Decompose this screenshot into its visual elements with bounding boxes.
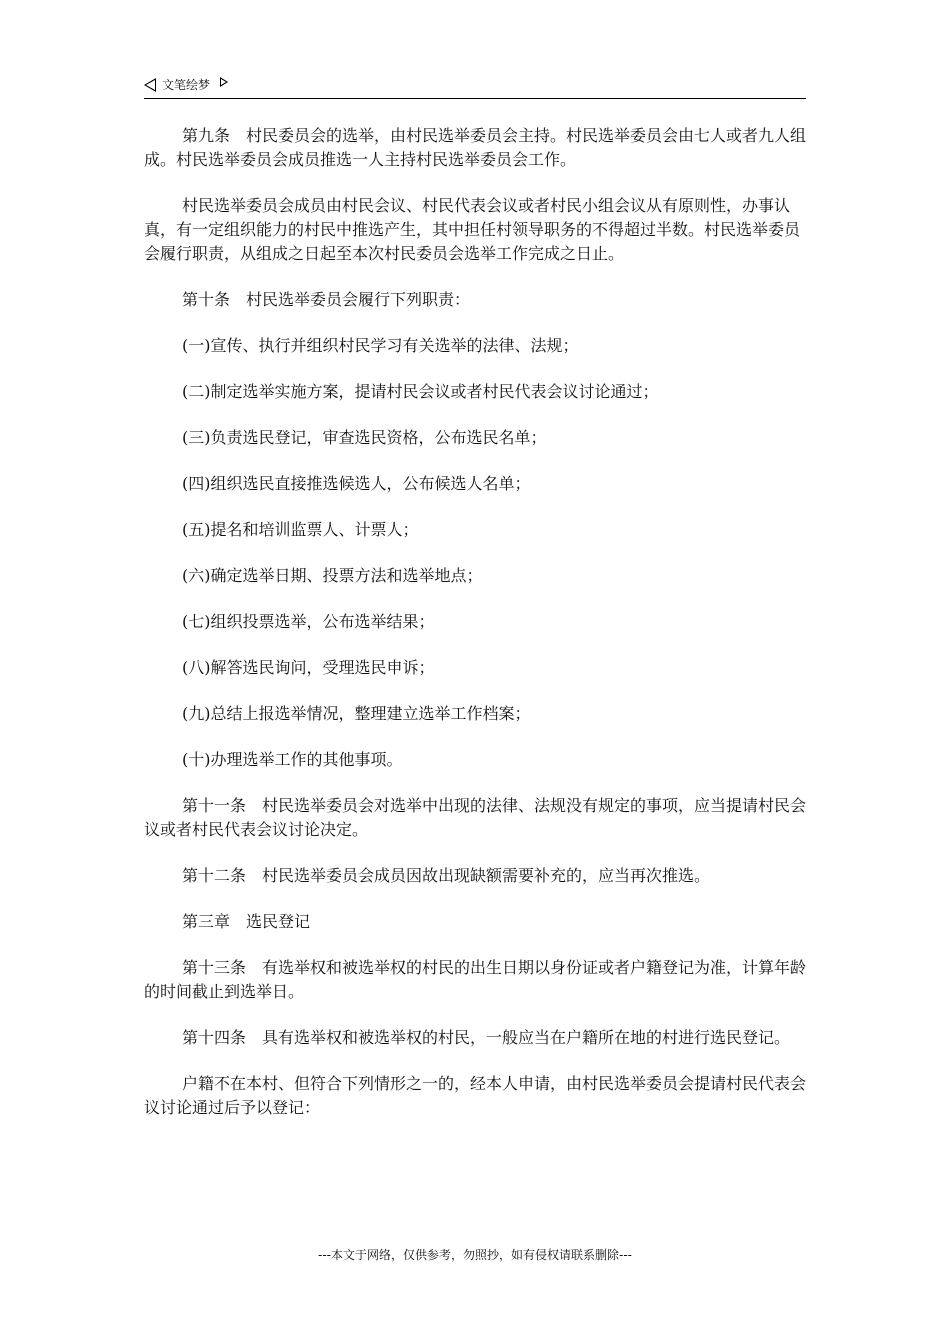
list-item: (十)办理选举工作的其他事项。 [182,750,403,769]
footer-notice: ---本文于网络，仅供参考，勿照抄，如有侵权请联系删除--- [318,1248,632,1262]
left-triangle-icon [144,78,156,92]
list-item: (七)组织投票选举，公布选举结果； [182,612,435,631]
brand-name: 文笔绘梦 [162,78,211,92]
list-item: (四)组织选民直接推选候选人，公布候选人名单； [182,474,531,493]
paragraph: 户籍不在本村、但符合下列情形之一的，经本人申请，由村民选举委员会提请村民代表会议讨论通过后予以登记： [144,1074,807,1117]
list-item: (五)提名和培训监票人、计票人； [182,520,419,539]
paragraph: 第十四条 具有选举权和被选举权的村民，一般应当在户籍所在地的村进行选民登记。 [182,1028,791,1047]
document-body [144,124,806,1120]
list-item: (九)总结上报选举情况，整理建立选举工作档案； [182,704,531,723]
paragraph: 村民选举委员会成员由村民会议、村民代表会议或者村民小组会议从有原则性，办事认真，有一定组织能力的村民中推选产生，其中担任村领导职务的不得超过半数。村民选举委员会履行职责，从组成之日起至本次村民委员会选举工作完成之日止。 [144,196,801,263]
paragraph: 第十二条 村民选举委员会成员因故出现缺额需要补充的，应当再次推选。 [182,866,711,885]
header-brand [144,76,228,93]
list-item: (六)确定选举日期、投票方法和选举地点； [182,566,483,585]
paragraph: 第十条 村民选举委员会履行下列职责： [182,290,471,309]
list-item: (三)负责选民登记，审查选民资格，公布选民名单； [182,428,547,447]
paragraph: 第十三条 有选举权和被选举权的村民的出生日期以身份证或者户籍登记为准，计算年龄的时间截止到选举日。 [144,958,807,1001]
list-item: (八)解答选民询问，受理选民申诉； [182,658,435,677]
paragraph: 第九条 村民委员会的选举，由村民选举委员会主持。村民选举委员会由七人或者九人组成。村民选举委员会成员推选一人主持村民选举委员会工作。 [144,126,807,169]
list-item: (一)宣传、执行并组织村民学习有关选举的法律、法规； [182,336,579,355]
paragraph: 第十一条 村民选举委员会对选举中出现的法律、法规没有规定的事项，应当提请村民会议或者村民代表会议讨论决定。 [144,796,807,839]
right-triangle-icon [220,77,228,87]
page-header [144,72,806,99]
chapter-heading: 第三章 选民登记 [182,912,311,931]
list-item: (二)制定选举实施方案，提请村民会议或者村民代表会议讨论通过； [182,382,659,401]
